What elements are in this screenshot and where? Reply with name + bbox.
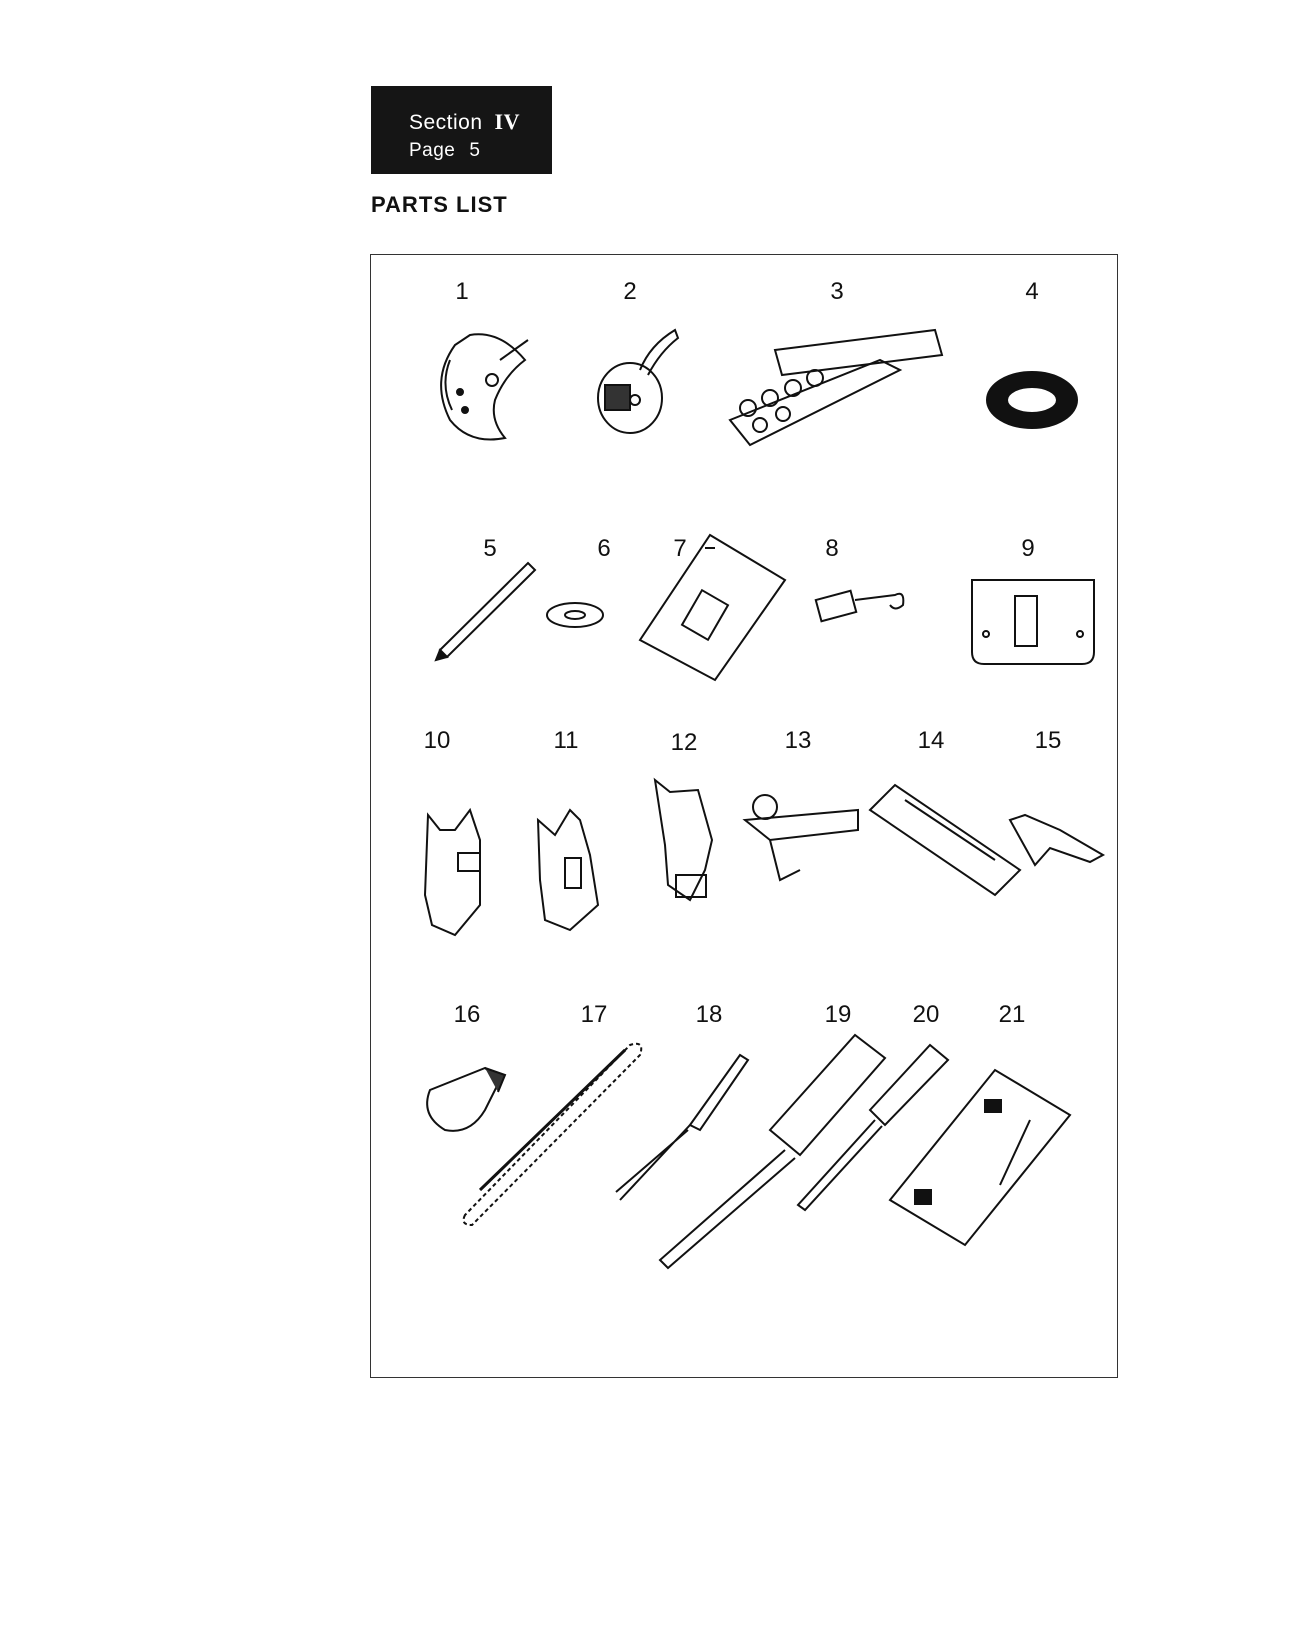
oiler-brush-pack-icon bbox=[890, 1070, 1070, 1245]
page-label: Page bbox=[409, 140, 456, 161]
part-number-8: 8 bbox=[825, 535, 839, 562]
part-number-15: 15 bbox=[1034, 727, 1062, 754]
part-number-9: 9 bbox=[1021, 535, 1035, 562]
part-number-10: 10 bbox=[423, 727, 451, 754]
presser-foot-adaptor-icon bbox=[816, 591, 904, 622]
needle-plate-icon bbox=[972, 580, 1094, 664]
pattern-cam-box-icon bbox=[730, 330, 942, 445]
part-number-21: 21 bbox=[998, 1001, 1026, 1028]
part-number-12: 12 bbox=[670, 729, 698, 756]
zipper-foot-icon bbox=[655, 780, 712, 900]
part-number-11: 11 bbox=[553, 727, 579, 754]
part-number-6: 6 bbox=[597, 535, 611, 562]
section-label: Section bbox=[409, 111, 483, 134]
page-title: PARTS LIST bbox=[371, 192, 508, 217]
spool-pin-icon bbox=[436, 563, 535, 660]
part-number-5: 5 bbox=[483, 535, 497, 562]
seam-guide-icon bbox=[1010, 815, 1103, 865]
bobbin-hook-icon bbox=[441, 334, 528, 439]
buttonhole-foot-icon bbox=[745, 795, 858, 880]
small-screwdriver-icon bbox=[798, 1045, 948, 1210]
part-number-1: 1 bbox=[455, 278, 469, 305]
part-number-14: 14 bbox=[917, 727, 945, 754]
part-number-18: 18 bbox=[695, 1001, 723, 1028]
part-number-16: 16 bbox=[453, 1001, 481, 1028]
part-number-19: 19 bbox=[824, 1001, 852, 1028]
seam-ripper-icon bbox=[616, 1055, 748, 1200]
felt-washer-icon bbox=[547, 603, 603, 627]
needle-pack-icon bbox=[640, 535, 785, 680]
section-number: IV bbox=[494, 109, 520, 134]
straight-stitch-foot-icon bbox=[538, 810, 598, 930]
part-number-13: 13 bbox=[784, 727, 812, 754]
part-number-7: 7 bbox=[673, 535, 687, 562]
part-number-3: 3 bbox=[830, 278, 844, 305]
light-bulb-icon bbox=[427, 1068, 505, 1131]
part-number-4: 4 bbox=[1025, 278, 1039, 305]
bobbin-case-icon bbox=[598, 330, 678, 433]
part-number-17: 17 bbox=[580, 1001, 608, 1028]
rubber-ring-icon bbox=[987, 372, 1077, 428]
page-number: 5 bbox=[469, 140, 481, 161]
part-number-2: 2 bbox=[623, 278, 637, 305]
large-screwdriver-icon bbox=[660, 1035, 885, 1268]
buttonhole-slide-foot-icon bbox=[870, 785, 1020, 895]
part-number-20: 20 bbox=[912, 1001, 940, 1028]
zigzag-foot-icon bbox=[425, 810, 480, 935]
